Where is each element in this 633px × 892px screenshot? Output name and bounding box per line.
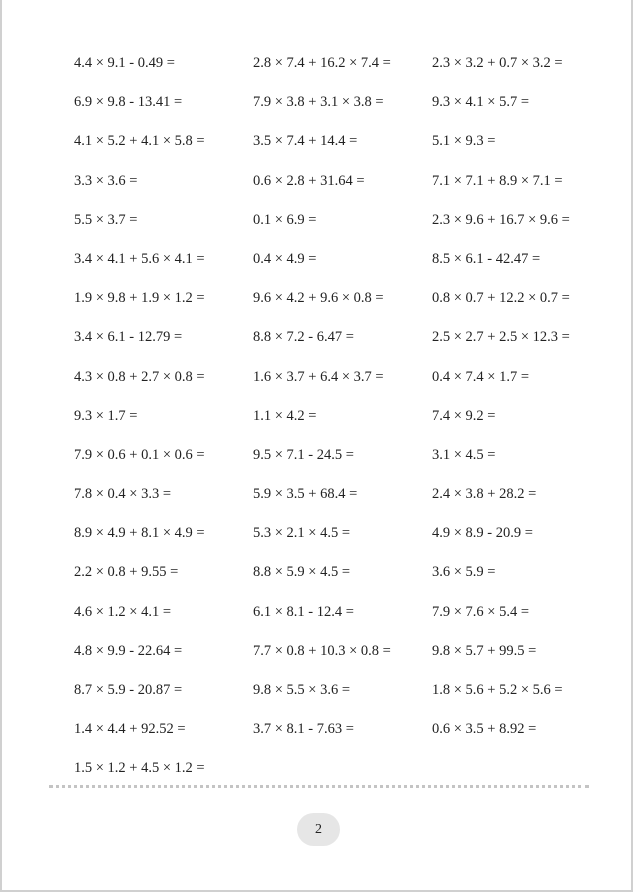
- math-problem: 0.1 × 6.9 =: [253, 211, 317, 228]
- math-problem: 8.7 × 5.9 - 20.87 =: [74, 682, 183, 698]
- math-problem: 3.5 × 7.4 + 14.4 =: [253, 133, 358, 150]
- problem-row: [74, 367, 594, 406]
- math-problem: 9.5 × 7.1 - 24.5 =: [253, 446, 354, 463]
- math-problem: 1.1 × 4.2 =: [253, 407, 317, 424]
- math-problem: 1.8 × 5.6 + 5.2 × 5.6 =: [432, 682, 563, 698]
- math-problem: 8.5 × 6.1 - 42.47 =: [432, 250, 541, 267]
- math-problem: 0.8 × 0.7 + 12.2 × 0.7 =: [432, 290, 570, 307]
- problem-row: [74, 92, 594, 131]
- math-problem: 7.4 × 9.2 =: [432, 407, 496, 424]
- problem-row: [74, 131, 594, 170]
- math-problem: 5.5 × 3.7 =: [74, 211, 138, 228]
- math-problem: 4.6 × 1.2 × 4.1 =: [74, 603, 172, 620]
- problem-row: [74, 327, 594, 366]
- math-problem: 2.8 × 7.4 + 16.2 × 7.4 =: [253, 55, 391, 71]
- math-problem: 0.6 × 3.5 + 8.92 =: [432, 721, 537, 738]
- math-problem: 3.6 × 5.9 =: [432, 564, 496, 581]
- math-problem: 4.8 × 9.9 - 22.64 =: [74, 642, 183, 659]
- problem-row: [74, 719, 594, 758]
- math-problem: 9.3 × 4.1 × 5.7 =: [432, 94, 530, 111]
- problem-grid: [74, 53, 594, 798]
- math-problem: 5.9 × 3.5 + 68.4 =: [253, 486, 358, 503]
- math-problem: 4.3 × 0.8 + 2.7 × 0.8 =: [74, 368, 205, 385]
- math-problem: 4.1 × 5.2 + 4.1 × 5.8 =: [74, 133, 205, 150]
- math-problem: 2.3 × 9.6 + 16.7 × 9.6 =: [432, 211, 570, 228]
- math-problem: 8.9 × 4.9 + 8.1 × 4.9 =: [74, 525, 205, 542]
- problem-row: [74, 210, 594, 249]
- page-number-badge: 2: [297, 813, 340, 846]
- problem-row: [74, 445, 594, 484]
- problem-row: [74, 562, 594, 601]
- dotted-separator: [49, 785, 589, 788]
- math-problem: 6.1 × 8.1 - 12.4 =: [253, 603, 354, 620]
- math-problem: 2.5 × 2.7 + 2.5 × 12.3 =: [432, 329, 570, 346]
- math-problem: 3.7 × 8.1 - 7.63 =: [253, 721, 354, 738]
- math-problem: 7.9 × 3.8 + 3.1 × 3.8 =: [253, 94, 384, 111]
- math-problem: 2.4 × 3.8 + 28.2 =: [432, 486, 537, 503]
- problem-row: [74, 641, 594, 680]
- math-problem: 2.2 × 0.8 + 9.55 =: [74, 564, 179, 581]
- math-problem: 9.6 × 4.2 + 9.6 × 0.8 =: [253, 290, 384, 307]
- math-problem: 3.4 × 6.1 - 12.79 =: [74, 329, 183, 346]
- math-problem: 3.4 × 4.1 + 5.6 × 4.1 =: [74, 250, 205, 267]
- math-problem: 9.3 × 1.7 =: [74, 407, 138, 424]
- math-problem: 0.6 × 2.8 + 31.64 =: [253, 172, 365, 189]
- math-problem: 1.6 × 3.7 + 6.4 × 3.7 =: [253, 368, 384, 385]
- problem-row: [74, 523, 594, 562]
- math-problem: 5.3 × 2.1 × 4.5 =: [253, 525, 351, 542]
- math-problem: 4.9 × 8.9 - 20.9 =: [432, 525, 533, 542]
- math-problem: 7.8 × 0.4 × 3.3 =: [74, 486, 172, 503]
- problem-row: [74, 288, 594, 327]
- math-problem: 1.9 × 9.8 + 1.9 × 1.2 =: [74, 290, 205, 307]
- problem-row: [74, 680, 594, 719]
- math-problem: 3.3 × 3.6 =: [74, 172, 138, 189]
- math-problem: 8.8 × 7.2 - 6.47 =: [253, 329, 354, 346]
- math-problem: 9.8 × 5.5 × 3.6 =: [253, 682, 351, 698]
- math-problem: 3.1 × 4.5 =: [432, 446, 496, 463]
- math-problem: 4.4 × 9.1 - 0.49 =: [74, 55, 175, 71]
- math-problem: 0.4 × 7.4 × 1.7 =: [432, 368, 530, 385]
- problem-row: [74, 249, 594, 288]
- math-problem: 1.4 × 4.4 + 92.52 =: [74, 721, 186, 738]
- math-problem: 1.5 × 1.2 + 4.5 × 1.2 =: [74, 760, 205, 777]
- problem-row: [74, 53, 594, 92]
- problem-row: [74, 602, 594, 641]
- math-problem: 7.7 × 0.8 + 10.3 × 0.8 =: [253, 642, 391, 659]
- math-problem: 0.4 × 4.9 =: [253, 250, 317, 267]
- math-problem: 5.1 × 9.3 =: [432, 133, 496, 150]
- math-problem: 6.9 × 9.8 - 13.41 =: [74, 94, 183, 111]
- math-problem: 2.3 × 3.2 + 0.7 × 3.2 =: [432, 55, 563, 71]
- math-problem: 8.8 × 5.9 × 4.5 =: [253, 564, 351, 581]
- problem-row: [74, 406, 594, 445]
- problem-row: [74, 484, 594, 523]
- math-problem: 7.9 × 7.6 × 5.4 =: [432, 603, 530, 620]
- problem-row: [74, 171, 594, 210]
- math-problem: 7.9 × 0.6 + 0.1 × 0.6 =: [74, 446, 205, 463]
- math-problem: 9.8 × 5.7 + 99.5 =: [432, 642, 537, 659]
- problem-row: [74, 758, 594, 797]
- math-problem: 7.1 × 7.1 + 8.9 × 7.1 =: [432, 172, 563, 189]
